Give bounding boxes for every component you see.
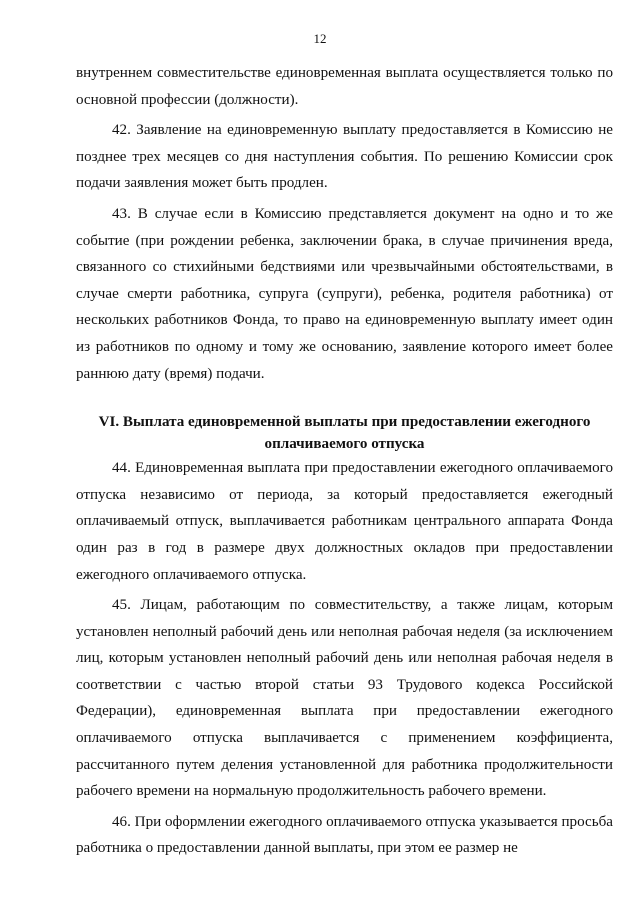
paragraph-44: 44. Единовременная выплата при предоставлении ежегодного оплачиваемого отпуска независимо от периода, за который предоставляется ежегодный оплачиваемый отпуск, выплачивается работникам центрального аппарата Фонда один раз в год в размере двух должностных окладов при предоставлении ежегодного оплачиваемого отпуска.	[76, 460, 613, 583]
paragraph-45: 45. Лицам, работающим по совместительству, а также лицам, которым установлен неполный рабочий день или неполная рабочая неделя (за исключением лиц, которым установлен неполный рабочий день или неполная рабочая неделя в соответствии с частью второй статьи 93 Трудового кодекса Российской Федерации), единовременная выплата при предоставлении ежегодного оплачиваемого отпуска выплачивается с применением коэффициента, рассчитанного путем деления установленной для работника продолжительности рабочего времени на нормальную продолжительность рабочего времени.	[76, 597, 613, 800]
section-heading	[76, 411, 613, 455]
paragraph-46: 46. При оформлении ежегодного оплачиваемого отпуска указывается просьба работника о предоставлении данной выплаты, при этом ее размер не	[76, 813, 613, 857]
document-body	[76, 60, 613, 862]
paragraph-42: 42. Заявление на единовременную выплату предоставляется в Комиссию не позднее трех месяцев со дня наступления события. По решению Комиссии срок подачи заявления может быть продлен.	[76, 122, 613, 192]
page-number: 12	[313, 31, 327, 46]
section-heading-line-1: VI. Выплата единовременной выплаты при предоставлении ежегодного	[98, 414, 591, 431]
section-heading-line-2: оплачиваемого отпуска	[264, 436, 425, 453]
paragraph-43: 43. В случае если в Комиссию представляется документ на одно и то же событие (при рождении ребенка, заключении брака, в случае причинения вреда, связанного со стихийными бедствиями или чрезвычайными обстоятельствами, в случае смерти работника, супруга (супруги), ребенка, родителя работника) от нескольких работников Фонда, то право на единовременную выплату имеет один из работников по одному и тому же основанию, заявление которого имеет более раннюю дату (время) подачи.	[76, 205, 613, 382]
paragraph-41-continuation: внутреннем совместительстве единовременная выплата осуществляется только по основной профессии (должности).	[76, 65, 613, 108]
